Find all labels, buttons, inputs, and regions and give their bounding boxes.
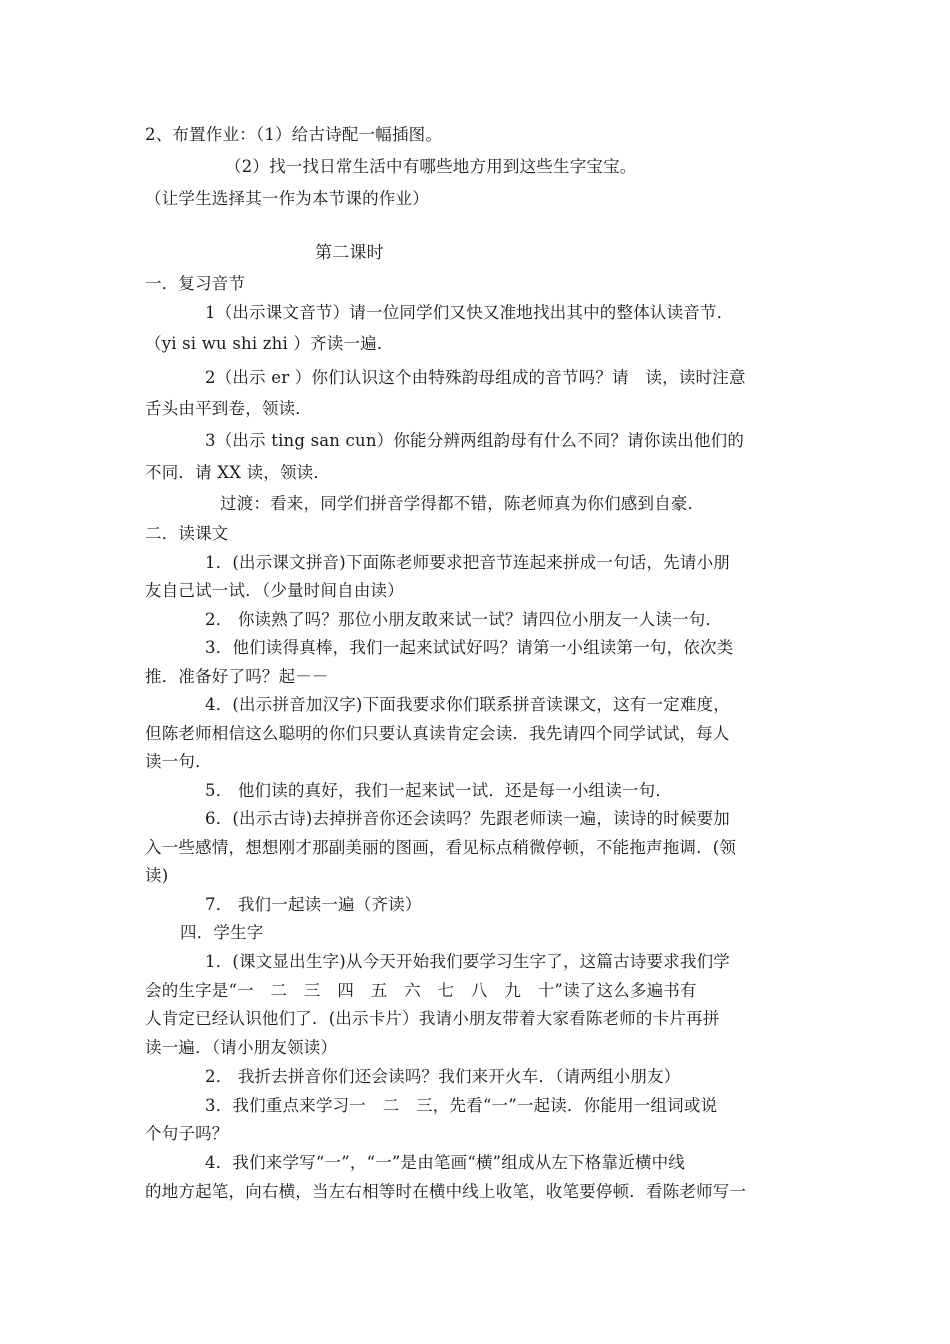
paragraph-line: 4．(出示拼音加汉字)下面我要求你们联系拼音读课文，这有一定难度， <box>205 695 730 714</box>
homework-heading: 2、布置作业：（1）给古诗配一幅插图。 <box>145 125 443 144</box>
paragraph-line: 推．准备好了吗？起－－ <box>145 667 329 686</box>
paragraph-line: 的地方起笔，向右横，当左右相等时在横中线上收笔，收笔要停顿．看陈老师写一 <box>145 1182 747 1201</box>
heading-learn-characters: 四．学生字 <box>180 923 264 942</box>
paragraph-line: 4．我们来学写“一”，“一”是由笔画“横”组成从左下格靠近横中线 <box>205 1153 686 1172</box>
paragraph-line: 6．(出示古诗)去掉拼音你还会读吗？先跟老师读一遍，读诗的时候要加 <box>205 809 730 828</box>
paragraph-line: 入一些感情，想想刚才那副美丽的图画，看见标点稍微停顿，不能拖声拖调．(领 <box>145 838 737 857</box>
homework-note: （让学生选择其一作为本节课的作业） <box>145 189 429 208</box>
paragraph-line: 1．(课文显出生字)从今天开始我们要学习生字了，这篇古诗要求我们学 <box>205 952 730 971</box>
paragraph-line: 舌头由平到卷，领读． <box>145 399 312 418</box>
paragraph-line: 3．他们读得真棒，我们一起来试试好吗？请第一小组读第一句，依次类 <box>205 638 734 657</box>
paragraph-line: 7． 我们一起读一遍（齐读） <box>205 895 422 914</box>
heading-review: 一．复习音节 <box>145 274 246 293</box>
paragraph-line: （yi si wu shi zhi ）齐读一遍． <box>145 334 394 353</box>
paragraph-line: 3．我们重点来学习一 二 三，先看“一”一起读．你能用一组词或说 <box>205 1096 718 1115</box>
heading-read-text: 二．读课文 <box>145 524 229 543</box>
section-title: 第二课时 <box>315 243 384 263</box>
paragraph-line: 会的生字是“一 二 三 四 五 六 七 八 九 十”读了这么多遍书有 <box>145 981 697 1000</box>
paragraph-line: 但陈老师相信这么聪明的你们只要认真读肯定会读．我先请四个同学试试，每人 <box>145 724 730 743</box>
paragraph-line: 读) <box>145 866 169 885</box>
paragraph-line: 不同．请 XX 读，领读． <box>145 463 331 482</box>
paragraph-line: 人肯定已经认识他们了．(出示卡片）我请小朋友带着大家看陈老师的卡片再拼 <box>145 1009 720 1028</box>
paragraph-line: 2（出示 er ）你们认识这个由特殊韵母组成的音节吗？请 读，读时注意 <box>205 368 746 387</box>
paragraph-line: 5． 他们读的真好，我们一起来试一试．还是每一小组读一句． <box>205 781 673 800</box>
transition-line: 过渡：看来，同学们拼音学得都不错，陈老师真为你们感到自豪． <box>220 494 705 513</box>
paragraph-line: 1（出示课文音节）请一位同学们又快又准地找出其中的整体认读音节． <box>205 303 734 322</box>
paragraph-line: 读一句． <box>145 752 212 771</box>
paragraph-line: 个句子吗？ <box>145 1124 229 1143</box>
paragraph-line: 2． 我折去拼音你们还会读吗？我们来开火车．（请两组小朋友） <box>205 1067 681 1086</box>
paragraph-line: 1．(出示课文拼音)下面陈老师要求把音节连起来拼成一句话，先请小朋 <box>205 553 730 572</box>
paragraph-line: 友自己试一试．（少量时间自由读） <box>145 581 404 600</box>
paragraph-line: 3（出示 ting san cun）你能分辨两组韵母有什么不同？请你读出他们的 <box>205 431 745 450</box>
paragraph-line: 读一遍．（请小朋友领读） <box>145 1038 338 1057</box>
homework-item-2: （2）找一找日常生活中有哪些地方用到这些生字宝宝。 <box>225 157 637 176</box>
paragraph-line: 2． 你读熟了吗？那位小朋友敢来试一试？请四位小朋友一人读一句． <box>205 610 723 629</box>
